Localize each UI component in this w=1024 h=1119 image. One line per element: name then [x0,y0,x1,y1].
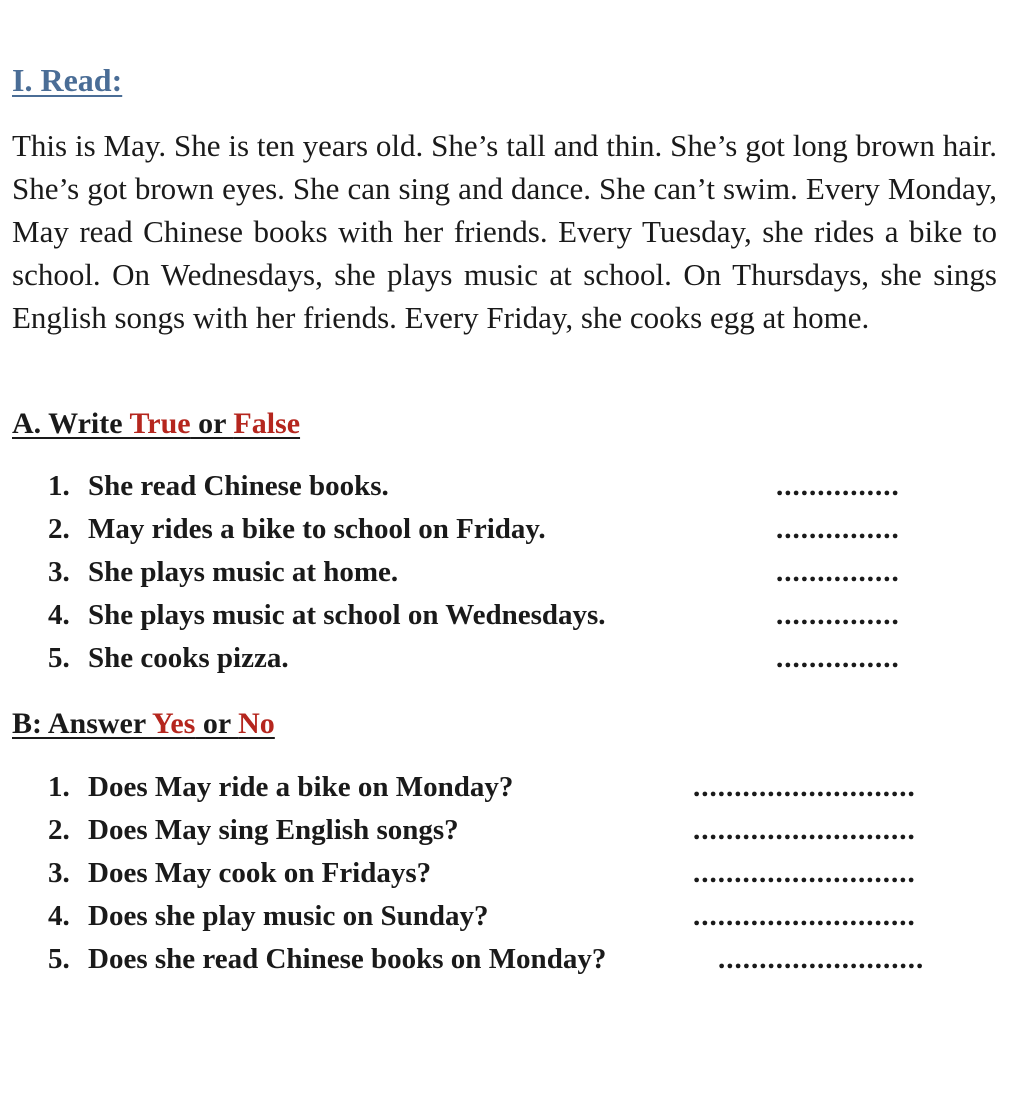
question-number: 3. [48,857,70,889]
answer-blank[interactable]: ........................... [693,900,916,932]
question-row [48,857,998,900]
section-a-option-true: True [129,407,191,440]
question-text: May rides a bike to school on Friday. [88,513,546,545]
question-text: Does she play music on Sunday? [88,900,489,932]
answer-blank[interactable]: ............... [776,470,900,502]
question-text: Does May cook on Fridays? [88,857,432,889]
question-row [48,814,998,857]
question-row [48,771,998,814]
question-number: 4. [48,900,70,932]
answer-blank[interactable]: ............... [776,513,900,545]
question-text: She plays music at school on Wednesdays. [88,599,606,631]
answer-blank[interactable]: ............... [776,642,900,674]
section-a-title [12,407,300,441]
section-b-mid: or [195,707,239,740]
question-text: Does May ride a bike on Monday? [88,771,514,803]
question-row [48,470,998,513]
question-number: 1. [48,771,70,803]
answer-blank[interactable]: ............... [776,556,900,588]
section-b-questions [48,771,998,986]
section-a-prefix: A. Write [12,407,130,440]
question-text: Does she read Chinese books on Monday? [88,943,607,975]
section-b-title [12,707,275,741]
answer-blank[interactable]: ........................... [693,814,916,846]
answer-blank[interactable]: ........................... [693,857,916,889]
question-row [48,943,998,986]
question-number: 2. [48,513,70,545]
question-row [48,556,998,599]
question-number: 2. [48,814,70,846]
question-number: 5. [48,943,70,975]
section-heading-read: I. Read: [12,62,123,98]
question-number: 4. [48,599,70,631]
reading-passage: This is May. She is ten years old. She’s tall and thin. She’s got long brown hair. She’s got brown eyes. She can sing and dance. She can’t swim. Every Monday, May read Chinese books with her friends. Every Tuesday, she rides a bike to school. On Wednesdays, she plays music at school. On Thursdays, she sings English songs with her friends. Every Friday, she cooks egg at home. [12,128,997,335]
section-b-option-no: No [238,707,275,740]
question-row [48,900,998,943]
question-row [48,513,998,556]
section-a-option-false: False [233,407,301,440]
section-b-option-yes: Yes [152,707,196,740]
section-b-prefix: B: Answer [12,707,153,740]
question-row [48,599,998,642]
section-a-mid: or [190,407,234,440]
question-text: She plays music at home. [88,556,399,588]
answer-blank[interactable]: ............... [776,599,900,631]
question-text: She read Chinese books. [88,470,389,502]
question-text: Does May sing English songs? [88,814,459,846]
section-a-questions [48,470,998,685]
question-row [48,642,998,685]
answer-blank[interactable]: ........................... [693,771,916,803]
answer-blank[interactable]: ......................... [718,943,925,975]
question-number: 1. [48,470,70,502]
question-text: She cooks pizza. [88,642,289,674]
question-number: 3. [48,556,70,588]
question-number: 5. [48,642,70,674]
